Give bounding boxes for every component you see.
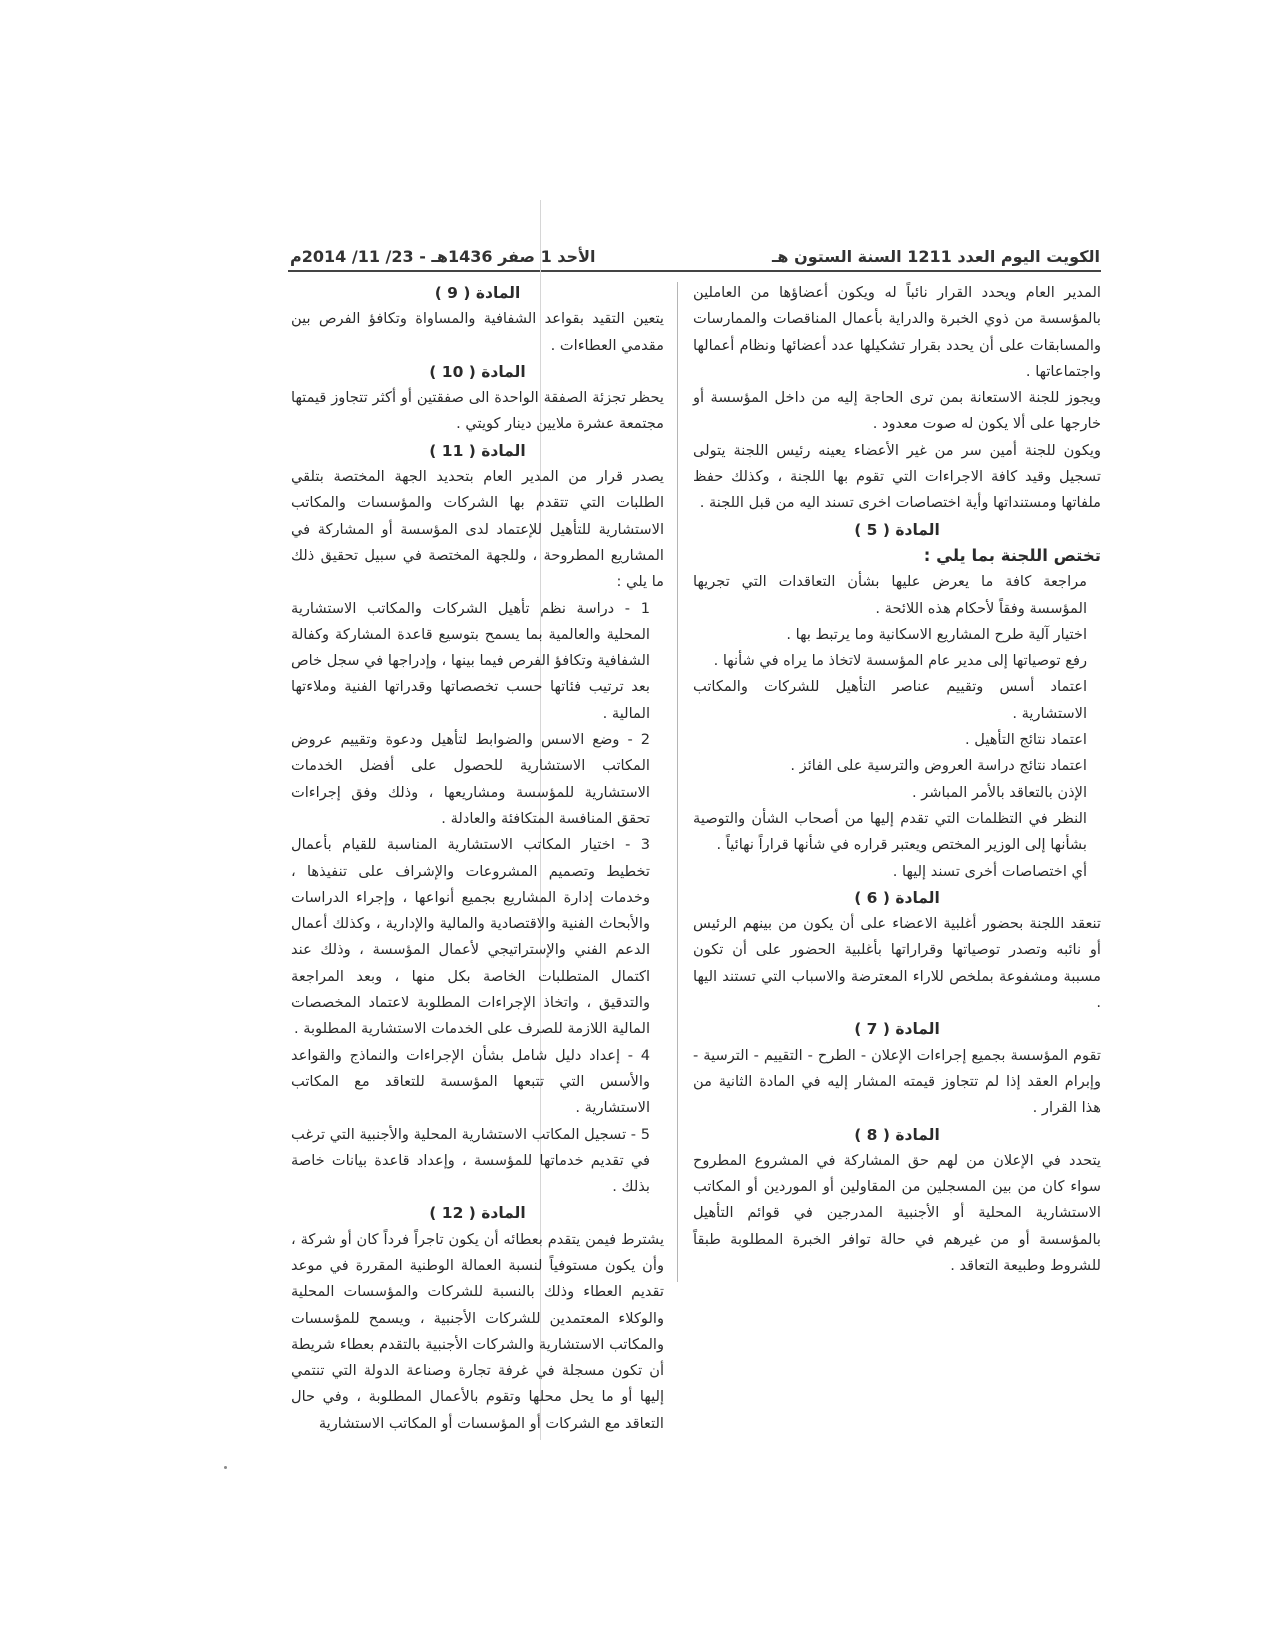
list-item: الإذن بالتعاقد بالأمر المباشر . xyxy=(911,783,1087,801)
list-item: 4 - إعداد دليل شامل بشأن الإجراءات والنماذج والقواعد والأسس التي تتبعها المؤسسة للتعاقد مع المكاتب الاستشارية . xyxy=(291,1046,650,1117)
list-item: أي اختصاصات أخرى تسند إليها . xyxy=(892,862,1087,880)
article-heading: المادة ( 11 ) xyxy=(429,441,526,460)
article-heading: المادة ( 5 ) xyxy=(854,520,940,539)
list-item: اعتماد نتائج دراسة العروض والترسية على الفائز . xyxy=(790,757,1087,775)
paragraph: يشترط فيمن يتقدم بعطائه أن يكون تاجراً فرداً كان أو شركة ، وأن يكون مستوفياً لنسبة العمالة الوطنية المقررة في موعد تقديم العطاء وذلك بالنسبة للشركات والمؤسسات المحلية والوكلاء المعتمدين للشركات الأجنبية ، ويسمح للمؤسسات والمكاتب الاستشارية والشركات الأجنبية بالتقدم بعطاء شريطة أن تكون مسجلة في غرفة تجارة وصناعة الدولة التي تنتمي إليها أو ما يحل محلها وتقوم بالأعمال المطلوبة ، وفي حال التعاقد مع الشركات أو المؤسسات أو المكاتب الاستشارية xyxy=(291,1230,664,1432)
header-rule xyxy=(288,270,1101,272)
paragraph: ويكون للجنة أمين سر من غير الأعضاء يعينه رئيس اللجنة يتولى تسجيل وقيد كافة الاجراءات التي تقوم بها اللجنة ، وكذلك حفظ ملفاتها ومستنداتها وأية اختصاصات اخرى تسند اليه من قبل اللجنة . xyxy=(693,441,1101,512)
list-item: اعتماد نتائج التأهيل . xyxy=(964,731,1087,749)
scan-speck xyxy=(224,1466,227,1469)
article-heading: المادة ( 12 ) xyxy=(429,1204,526,1223)
article-heading: المادة ( 7 ) xyxy=(854,1020,940,1039)
header-gazette-info: الكويت اليوم العدد 1211 السنة الستون هـ xyxy=(771,246,1100,266)
list-item: 1 - دراسة نظم تأهيل الشركات والمكاتب الاستشارية المحلية والعالمية بما يسمح بتوسيع قاعدة المشاركة وكفالة الشفافية وتكافؤ الفرص فيما بينها ، وإدراجها في سجل خاص بعد ترتيب فئاتها حسب تخصصاتها وقدراتها الفنية وملاءتها المالية . xyxy=(291,599,650,722)
list-item: النظر في التظلمات التي تقدم إليها من أصحاب الشأن والتوصية بشأنها إلى الوزير المختص ويعتبر قراره في شأنها قراراً نهائياً . xyxy=(693,809,1087,854)
paragraph: المدير العام ويحدد القرار نائباً له ويكون أعضاؤها من العاملين بالمؤسسة من ذوي الخبرة والدراية بأعمال المناقصات والممارسات والمسابقات على أن يحدد بقرار تشكيلها عدد أعضائها ونظام أعمالها واجتماعاتها . xyxy=(693,284,1101,380)
page-header xyxy=(290,246,1100,266)
paragraph: يصدر قرار من المدير العام بتحديد الجهة المختصة بتلقي الطلبات التي تتقدم بها الشركات والمؤسسات والمكاتب الاستشارية للتأهيل للإعتماد لدى المؤسسة أو المشاركة في المشاريع المطروحة ، وللجهة المختصة في سبيل تحقيق ذلك ما يلي : xyxy=(291,468,664,591)
list-item: 5 - تسجيل المكاتب الاستشارية المحلية والأجنبية التي ترغب في تقديم خدماتها للمؤسسة ، وإعداد قاعدة بيانات خاصة بذلك . xyxy=(291,1125,650,1196)
list-item: 3 - اختيار المكاتب الاستشارية المناسبة للقيام بأعمال تخطيط وتصميم المشروعات والإشراف على تنفيذها ، وخدمات إدارة المشاريع بجميع أنواعها ، وإجراء الدراسات والأبحاث الفنية والاقتصادية والمالية والإدارية ، وكذلك أعمال الدعم الفني والإستراتيجي لأعمال المؤسسة ، وذلك عند اكتمال المتطلبات الخاصة بكل منها ، وبعد المراجعة والتدقيق ، واتخاذ الإجراءات المطلوبة لاعتماد المخصصات المالية اللازمة للصرف على الخدمات الاستشارية المطلوبة . xyxy=(291,836,650,1038)
list-item: اختيار آلية طرح المشاريع الاسكانية وما يرتبط بها . xyxy=(786,625,1087,643)
article-heading: المادة ( 10 ) xyxy=(429,362,526,381)
article-heading: المادة ( 9 ) xyxy=(434,284,521,302)
list-item: اعتماد أسس وتقييم عناصر التأهيل للشركات والمكاتب الاستشارية . xyxy=(693,678,1087,722)
left-column xyxy=(291,280,664,1437)
list-item: 2 - وضع الاسس والضوابط لتأهيل ودعوة وتقييم عروض المكاتب الاستشارية للحصول على أفضل الخدمات الاستشارية للمؤسسة ومشاريعها ، وذلك وفق إجراءات تحقق المنافسة المتكافئة والعادلة . xyxy=(291,731,650,827)
article-intro: تختص اللجنة بما يلي : xyxy=(923,545,1101,565)
paragraph: يتعين التقيد بقواعد الشفافية والمساواة وتكافؤ الفرص بين مقدمي العطاءات . xyxy=(291,310,664,354)
paragraph: ويجوز للجنة الاستعانة بمن ترى الحاجة إليه من داخل المؤسسة أو خارجها على ألا يكون له صوت معدود . xyxy=(693,389,1101,433)
article-heading: المادة ( 6 ) xyxy=(854,888,940,907)
list-item: مراجعة كافة ما يعرض عليها بشأن التعاقدات التي تجريها المؤسسة وفقاً لأحكام هذه اللائحة . xyxy=(693,573,1087,617)
column-divider xyxy=(677,282,678,1282)
article-heading: المادة ( 8 ) xyxy=(854,1125,940,1144)
paragraph: يحظر تجزئة الصفقة الواحدة الى صفقتين أو أكثر تتجاوز قيمتها مجتمعة عشرة ملايين دينار كويتي . xyxy=(291,389,664,433)
list-item: رفع توصياتها إلى مدير عام المؤسسة لاتخاذ ما يراه في شأنها . xyxy=(713,652,1087,670)
paragraph: تنعقد اللجنة بحضور أغلبية الاعضاء على أن يكون من بينهم الرئيس أو نائبه وتصدر توصياتها وقراراتها بأغلبية الحضور على أن تكون مسببة ومشفوعة بملخص للاراء المعترضة والاسباب التي تستند اليها . xyxy=(693,915,1101,1012)
paragraph: يتحدد في الإعلان من لهم حق المشاركة في المشروع المطروح سواء كان من بين المسجلين من المقاولين أو الموردين أو المكاتب الاستشارية المحلية أو الأجنبية المدرجين في قوائم التأهيل بالمؤسسة أو من غيرهم في حالة توافر الخبرة المطلوبة طبقاً للشروط وطبيعة التعاقد . xyxy=(693,1151,1101,1274)
header-date: الأحد 1 صفر 1436هـ - 23/ 11/ 2014م xyxy=(290,246,596,266)
paragraph: تقوم المؤسسة بجميع إجراءات الإعلان - الطرح - التقييم - الترسية - وإبرام العقد إذا لم تتجاوز قيمته المشار إليه في المادة الثانية من هذا القرار . xyxy=(693,1046,1101,1117)
right-column xyxy=(693,280,1101,1279)
